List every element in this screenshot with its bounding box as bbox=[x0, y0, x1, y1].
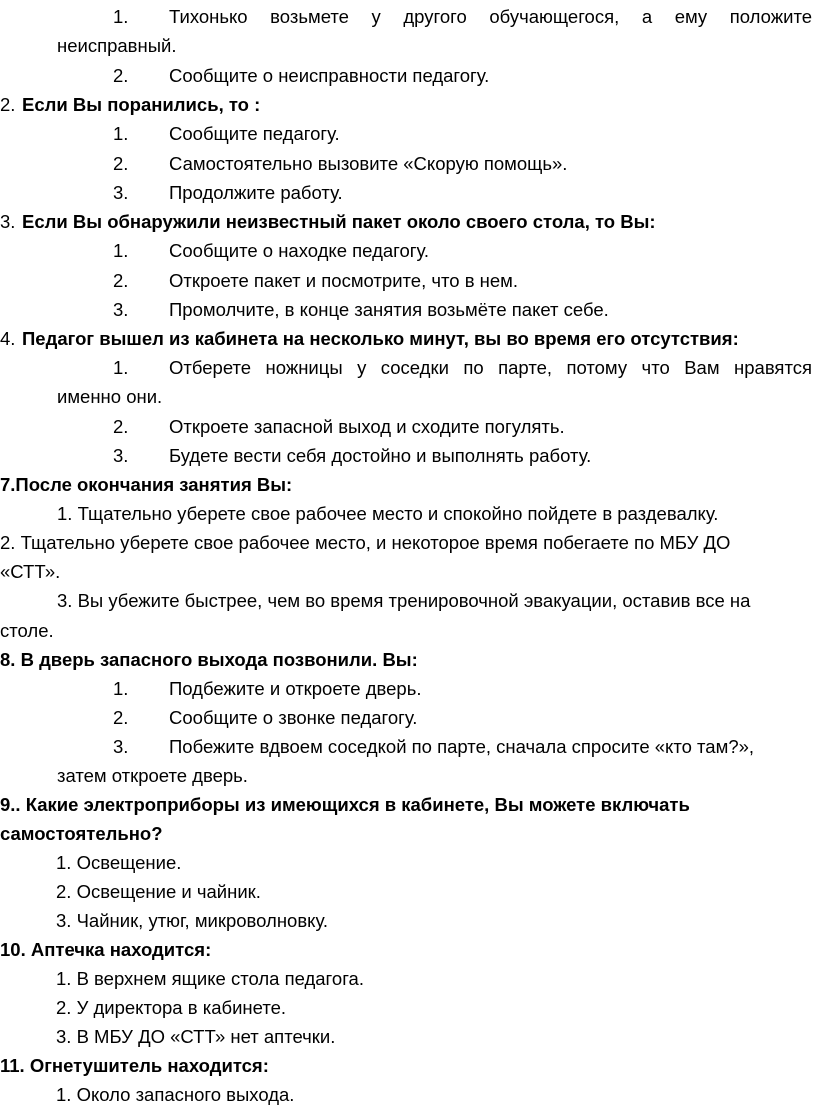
list-item-text: Сообщите о звонке педагогу. bbox=[169, 707, 418, 728]
answer-option-text: 3. Вы убежите быстрее, чем во время тренировочной эвакуации, оставив все на bbox=[57, 590, 751, 611]
document-line bbox=[0, 90, 816, 119]
question-heading: Если Вы поранились, то : bbox=[22, 94, 261, 115]
document-line bbox=[0, 848, 816, 877]
answer-option-text: 1. Тщательно уберете свое рабочее место и спокойно пойдете в раздевалку. bbox=[57, 503, 719, 524]
list-item-text: Сообщите педагогу. bbox=[169, 123, 340, 144]
document-line bbox=[0, 1022, 816, 1051]
document-line bbox=[0, 324, 816, 353]
document-line bbox=[0, 703, 816, 732]
list-item-text: Сообщите о находке педагогу. bbox=[169, 240, 430, 261]
document-line bbox=[0, 295, 816, 324]
document-line bbox=[0, 557, 816, 586]
document-line bbox=[0, 790, 816, 819]
question-heading: 9.. Какие электроприборы из имеющихся в кабинете, Вы можете включать bbox=[0, 794, 690, 815]
document-line bbox=[0, 499, 816, 528]
list-number: 2. bbox=[113, 416, 129, 437]
list-number: 3. bbox=[113, 736, 129, 757]
answer-option-text: «СТТ». bbox=[0, 561, 61, 582]
list-number: 2. bbox=[113, 707, 129, 728]
document-line bbox=[0, 207, 816, 236]
document-line bbox=[0, 149, 816, 178]
answer-option-text: 2. У директора в кабинете. bbox=[56, 997, 287, 1018]
list-item-text: Подбежите и откроете дверь. bbox=[169, 678, 422, 699]
answer-option-text: 1. Около запасного выхода. bbox=[56, 1084, 295, 1105]
document-line bbox=[0, 178, 816, 207]
list-item-text: Откроете пакет и посмотрите, что в нем. bbox=[169, 270, 519, 291]
document-line bbox=[0, 877, 816, 906]
answer-option-text: 2. Тщательно уберете свое рабочее место, и некоторое время побегаете по МБУ ДО bbox=[0, 532, 731, 553]
list-item-text: Будете вести себя достойно и выполнять работу. bbox=[169, 445, 592, 466]
question-heading: 10. Аптечка находится: bbox=[0, 939, 212, 960]
list-item-text: Промолчите, в конце занятия возьмёте пакет себе. bbox=[169, 299, 609, 320]
list-item-text: Продолжите работу. bbox=[169, 182, 343, 203]
document-line bbox=[0, 236, 816, 265]
question-number: 3. bbox=[0, 211, 16, 232]
document-line bbox=[0, 470, 816, 499]
list-number: 2. bbox=[113, 153, 129, 174]
document-line bbox=[0, 674, 816, 703]
document-line bbox=[0, 441, 816, 470]
document-line bbox=[0, 732, 816, 761]
document-line bbox=[0, 266, 816, 295]
document-line bbox=[0, 1051, 816, 1080]
document-line bbox=[0, 819, 816, 848]
document-line bbox=[0, 382, 816, 411]
list-number: 3. bbox=[113, 182, 129, 203]
list-number: 3. bbox=[113, 299, 129, 320]
document-line bbox=[0, 964, 816, 993]
list-item-continuation: именно они. bbox=[57, 386, 163, 407]
list-number: 1. bbox=[113, 240, 129, 261]
list-item-text: Самостоятельно вызовите «Скорую помощь». bbox=[169, 153, 568, 174]
document-line bbox=[0, 906, 816, 935]
list-number: 2. bbox=[113, 65, 129, 86]
list-item-text: Отберете ножницы у соседки по парте, потому что Вам нравятся bbox=[169, 357, 812, 378]
question-heading: 7.После окончания занятия Вы: bbox=[0, 474, 293, 495]
question-number: 4. bbox=[0, 328, 16, 349]
document-line bbox=[0, 528, 816, 557]
document-line bbox=[0, 1080, 816, 1109]
answer-option-text: 3. В МБУ ДО «СТТ» нет аптечки. bbox=[56, 1026, 336, 1047]
list-number: 1. bbox=[113, 6, 129, 27]
document-line bbox=[0, 993, 816, 1022]
list-number: 2. bbox=[113, 270, 129, 291]
list-number: 3. bbox=[113, 445, 129, 466]
list-number: 1. bbox=[113, 357, 129, 378]
document-line bbox=[0, 935, 816, 964]
answer-option-text: 1. В верхнем ящике стола педагога. bbox=[56, 968, 364, 989]
document-line bbox=[0, 119, 816, 148]
list-item-text: Тихонько возьмете у другого обучающегося, а ему положите bbox=[169, 6, 812, 27]
document-line bbox=[0, 353, 816, 382]
list-number: 1. bbox=[113, 123, 129, 144]
question-heading: самостоятельно? bbox=[0, 823, 163, 844]
list-item-continuation: неисправный. bbox=[57, 35, 177, 56]
list-item-continuation: затем откроете дверь. bbox=[57, 765, 248, 786]
question-heading: 8. В дверь запасного выхода позвонили. Вы: bbox=[0, 649, 418, 670]
document-line bbox=[0, 616, 816, 645]
document-line bbox=[0, 61, 816, 90]
document-line bbox=[0, 645, 816, 674]
document-line bbox=[0, 31, 816, 60]
answer-option-text: столе. bbox=[0, 620, 54, 641]
question-heading: 11. Огнетушитель находится: bbox=[0, 1055, 269, 1076]
answer-option-text: 2. Освещение и чайник. bbox=[56, 881, 261, 902]
list-item-text: Сообщите о неисправности педагогу. bbox=[169, 65, 490, 86]
list-item-text: Откроете запасной выход и сходите погулять. bbox=[169, 416, 565, 437]
document-line bbox=[0, 586, 816, 615]
document-line bbox=[0, 412, 816, 441]
question-number: 2. bbox=[0, 94, 16, 115]
document-line bbox=[0, 761, 816, 790]
list-number: 1. bbox=[113, 678, 129, 699]
question-heading: Если Вы обнаружили неизвестный пакет около своего стола, то Вы: bbox=[22, 211, 656, 232]
answer-option-text: 3. Чайник, утюг, микроволновку. bbox=[56, 910, 329, 931]
answer-option-text: 1. Освещение. bbox=[56, 852, 182, 873]
document-line bbox=[0, 2, 816, 31]
list-item-text: Побежите вдвоем соседкой по парте, сначала спросите «кто там?», bbox=[169, 736, 755, 757]
question-heading: Педагог вышел из кабинета на несколько минут, вы во время его отсутствия: bbox=[22, 328, 739, 349]
